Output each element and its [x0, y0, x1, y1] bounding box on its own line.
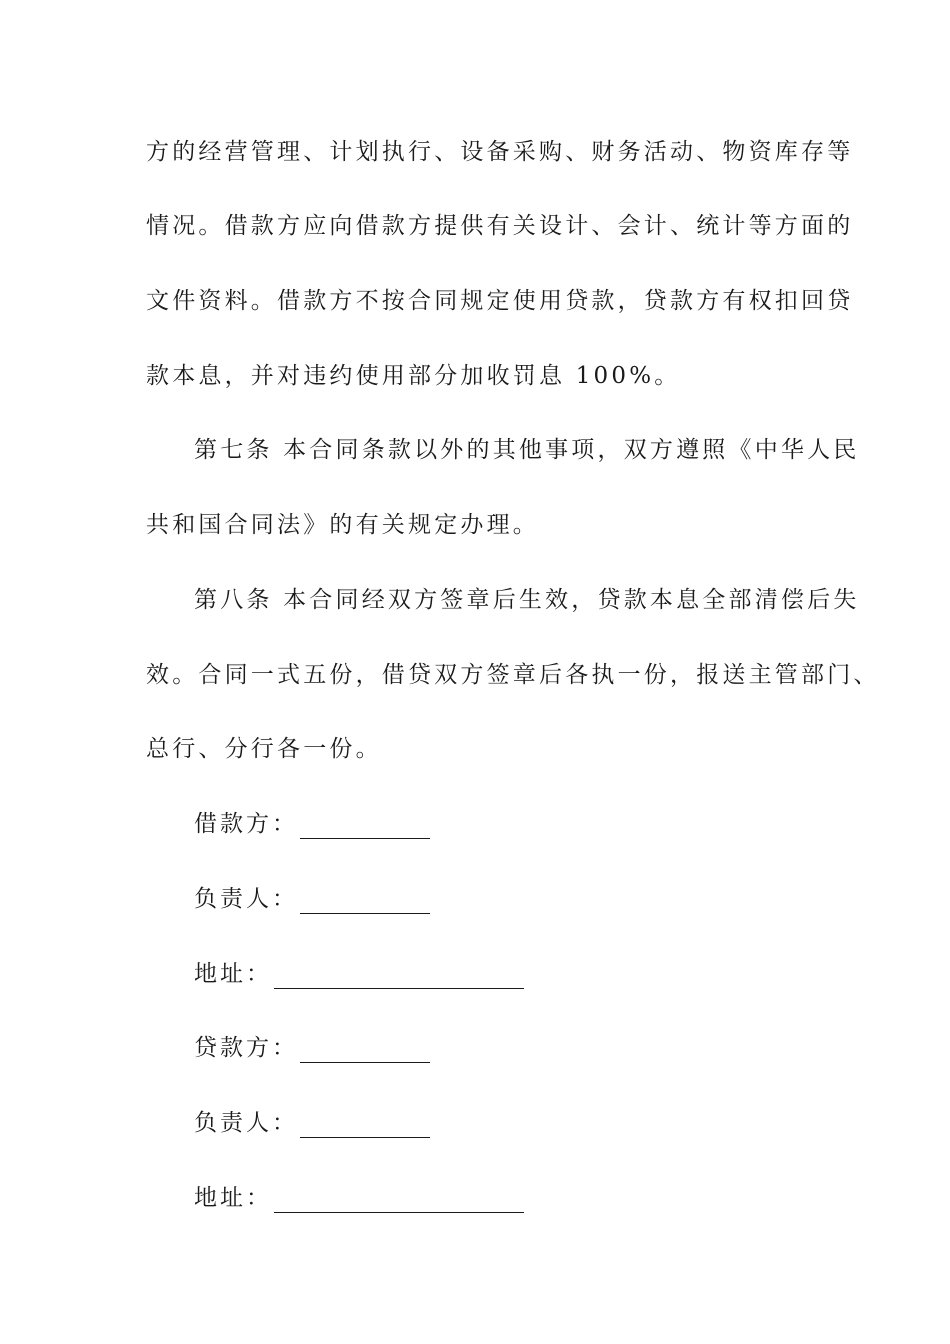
borrower-address-line [194, 959, 524, 989]
article-8-line: 效。合同一式五份，借贷双方签章后各执一份，报送主管部门、 [146, 662, 880, 688]
lender-address-blank[interactable] [274, 1190, 524, 1213]
lender-address-label: 地址： [194, 1185, 272, 1211]
borrower-signature-line [194, 809, 430, 839]
borrower-address-label: 地址： [194, 961, 272, 987]
borrower-head-label: 负责人： [194, 886, 298, 912]
paragraph-line: 款本息，并对违约使用部分加收罚息 100%。 [146, 363, 681, 389]
lender-head-label: 负责人： [194, 1110, 298, 1136]
borrower-blank[interactable] [300, 816, 430, 839]
borrower-head-blank[interactable] [300, 891, 430, 914]
article-8-line: 第八条 本合同经双方签章后生效，贷款本息全部清偿后失 [194, 587, 860, 613]
paragraph-line: 文件资料。借款方不按合同规定使用贷款，贷款方有权扣回贷 [146, 288, 854, 314]
paragraph-line: 情况。借款方应向借款方提供有关设计、会计、统计等方面的 [146, 213, 854, 239]
lender-head-blank[interactable] [300, 1115, 430, 1138]
lender-label: 贷款方： [194, 1035, 298, 1061]
article-7-line: 第七条 本合同条款以外的其他事项，双方遵照《中华人民 [194, 437, 860, 463]
paragraph-line: 方的经营管理、计划执行、设备采购、财务活动、物资库存等 [146, 139, 854, 165]
borrower-address-blank[interactable] [274, 966, 524, 989]
lender-signature-line [194, 1033, 430, 1063]
lender-blank[interactable] [300, 1040, 430, 1063]
article-7-line: 共和国合同法》的有关规定办理。 [146, 512, 539, 538]
borrower-head-signature-line [194, 884, 430, 914]
lender-head-signature-line [194, 1108, 430, 1138]
borrower-label: 借款方： [194, 811, 298, 837]
article-8-line: 总行、分行各一份。 [146, 736, 382, 762]
lender-address-line [194, 1183, 524, 1213]
